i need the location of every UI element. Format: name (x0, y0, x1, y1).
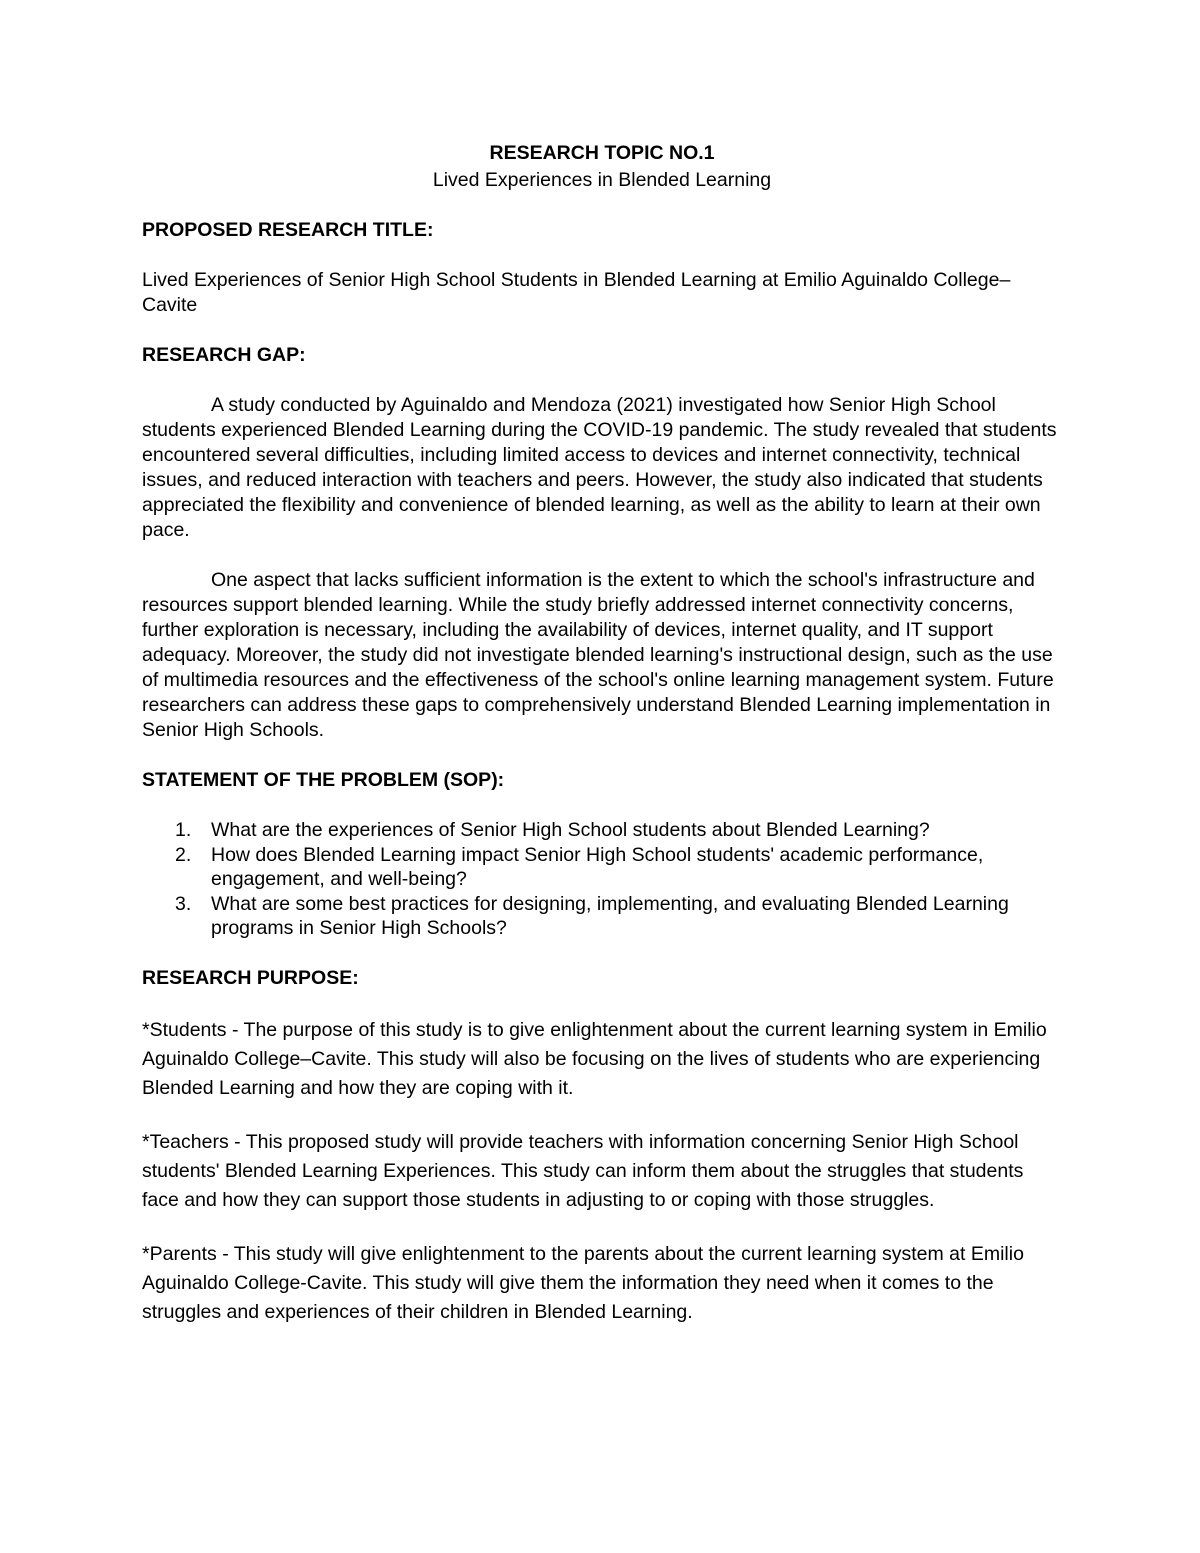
document-subtitle: Lived Experiences in Blended Learning (432, 169, 772, 191)
proposed-title-text: Lived Experiences of Senior High School Students in Blended Learning at Emilio Aguinaldo College–Cavite (142, 269, 1011, 316)
sop-item (142, 818, 1062, 843)
sop-item-text: What are the experiences of Senior High School students about Blended Learning? (211, 819, 930, 841)
research-gap-paragraph: One aspect that lacks sufficient information is the extent to which the school's infrastructure and resources support blended learning. While the study briefly addressed internet connectivity concerns, further exploration is necessary, including the availability of devices, internet quality, and IT support adequacy. Moreover, the study did not investigate blended learning's instructional design, such as the use of multimedia resources and the effectiveness of the school's online learning management system. Future researchers can address these gaps to comprehensively understand Blended Learning implementation in Senior High Schools. (142, 569, 1054, 741)
document-page (142, 138, 1062, 1327)
purpose-paragraph-students: *Students - The purpose of this study is to give enlightenment about the current learning system in Emilio Aguinaldo College–Cavite. This study will also be focusing on the lives of students who are experiencing Blended Learning and how they are coping with it. (142, 1018, 1047, 1099)
spacer (142, 318, 1062, 343)
research-gap-paragraph: A study conducted by Aguinaldo and Mendoza (2021) investigated how Senior High School students experienced Blended Learning during the COVID-19 pandemic. The study revealed that students encountered several difficulties, including limited access to devices and internet connectivity, technical issues, and reduced interaction with teachers and peers. However, the study also indicated that students appreciated the flexibility and convenience of blended learning, as well as the ability to learn at their own pace. (142, 394, 1057, 541)
document-title: RESEARCH TOPIC NO.1 (489, 142, 715, 164)
proposed-title-heading: PROPOSED RESEARCH TITLE: (142, 219, 434, 241)
spacer (142, 991, 1062, 1016)
sop-item-text: How does Blended Learning impact Senior High School students' academic performance, engagement, and well-being? (211, 843, 984, 890)
spacer (142, 793, 1062, 818)
sop-heading: STATEMENT OF THE PROBLEM (SOP): (142, 769, 505, 791)
sop-list (142, 818, 1062, 941)
sop-item (142, 843, 1062, 892)
spacer (142, 368, 1062, 393)
purpose-paragraph-parents: *Parents - This study will give enlightenment to the parents about the current learning system at Emilio Aguinaldo College-Cavite. This study will give them the information they need when it comes to the struggles and experiences of their children in Blended Learning. (142, 1242, 1024, 1323)
research-gap-heading: RESEARCH GAP: (142, 344, 306, 366)
sop-item-number: 2. (175, 843, 192, 866)
spacer (142, 1215, 1062, 1240)
spacer (142, 941, 1062, 966)
sop-item-number: 3. (175, 892, 192, 915)
sop-item-text: What are some best practices for designing, implementing, and evaluating Blended Learning programs in Senior High Schools? (211, 892, 1009, 939)
spacer (142, 543, 1062, 568)
spacer (142, 743, 1062, 768)
purpose-paragraph-teachers: *Teachers - This proposed study will provide teachers with information concerning Senior High School students' Blended Learning Experiences. This study can inform them about the struggles that students face and how they can support those students in adjusting to or coping with those struggles. (142, 1130, 1024, 1211)
sop-item-number: 1. (175, 819, 192, 841)
sop-item (142, 892, 1062, 941)
research-purpose-heading: RESEARCH PURPOSE: (142, 966, 359, 989)
spacer (142, 193, 1062, 218)
spacer (142, 1103, 1062, 1128)
spacer (142, 243, 1062, 268)
